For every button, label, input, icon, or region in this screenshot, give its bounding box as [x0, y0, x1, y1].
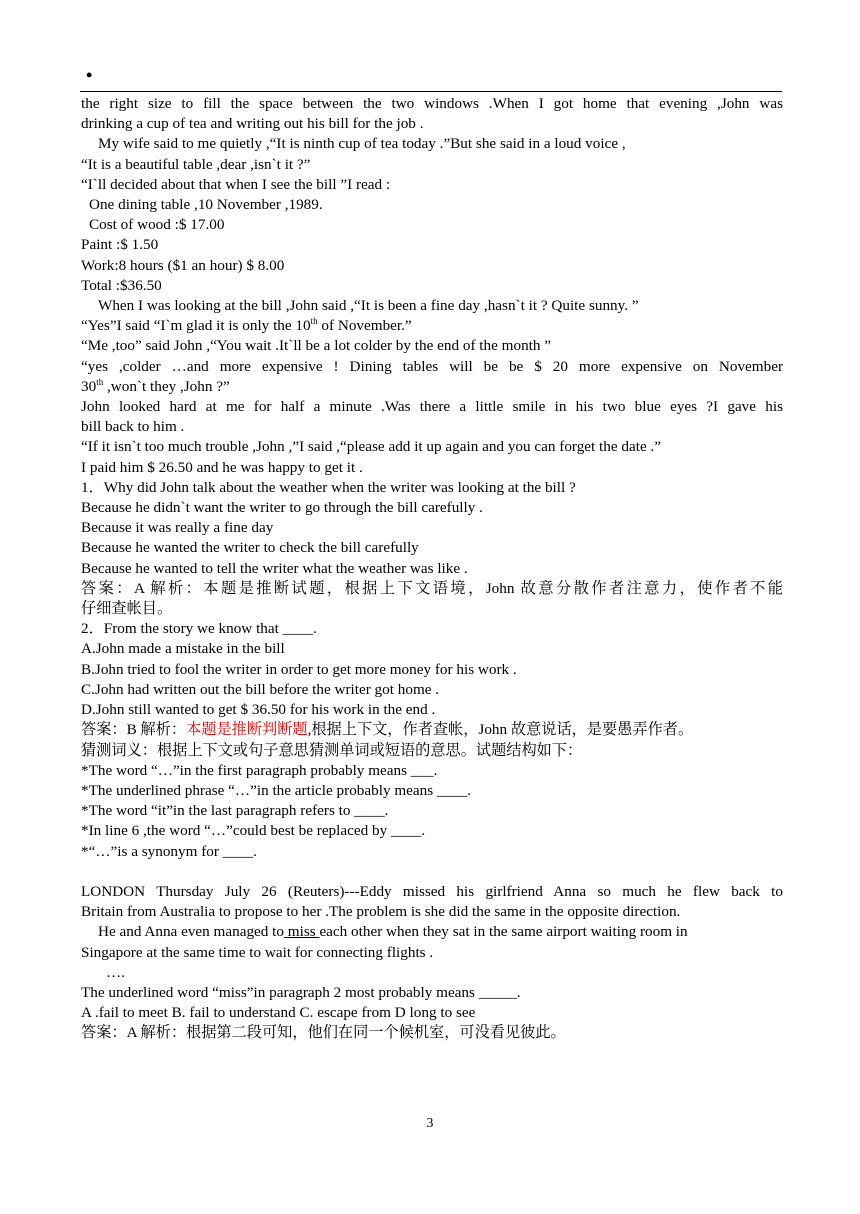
- question-2-answer-rest: ,根据上下文，作者查帐，John 故意说话，是要愚弄作者。: [307, 721, 694, 739]
- question-1-option: Because he wanted to tell the writer what the weather was like .: [81, 559, 468, 577]
- passage1-line-11: When I was looking at the bill ,John said ,“It is been a fine day ,hasn`t it ? Quite sunny. ”: [98, 297, 639, 315]
- passage1-line-15-a: 30: [81, 377, 97, 395]
- underlined-word-miss: miss: [283, 923, 320, 941]
- passage1-line-1: the right size to fill the space between the two windows .When I got home that evening ,John was: [81, 95, 783, 112]
- question-3-options: A .fail to meet B. fail to understand C. escape from D long to see: [81, 1004, 476, 1022]
- passage2-line-1: LONDON Thursday July 26 (Reuters)---Eddy missed his girlfriend Anna so much he flew back to: [81, 882, 783, 900]
- passage1-line-15: [81, 377, 783, 397]
- guess-item: *The word “it”in the last paragraph refers to ____.: [81, 802, 389, 820]
- guess-item: *The word “…”in the first paragraph probably means ___.: [81, 761, 438, 779]
- header-rule: [80, 91, 782, 92]
- passage1-line-3: My wife said to me quietly ,“It is ninth cup of tea today .”But she said in a loud voice ,: [98, 135, 626, 153]
- passage1-line-2: drinking a cup of tea and writing out his bill for the job .: [81, 115, 424, 133]
- passage1-line-15-sup: th: [96, 376, 104, 387]
- passage2-line-2: Britain from Australia to propose to her .The problem is she did the same in the opposite direction.: [81, 903, 681, 921]
- document-body: [81, 94, 783, 1044]
- passage1-line-18: “If it isn`t too much trouble ,John ,”I said ,“please add it up again and you can forget the date .”: [81, 438, 662, 456]
- passage2-line-3-b: each other when they sat in the same airport waiting room in: [319, 923, 688, 941]
- blank-line: [81, 862, 783, 882]
- question-1: 1．Why did John talk about the weather when the writer was looking at the bill ?: [81, 478, 576, 496]
- guess-item: *The underlined phrase “…”in the article probably means ____.: [81, 781, 472, 799]
- question-2-answer-label: 答案：B 解析：: [81, 721, 187, 739]
- bill-total: Total :$36.50: [81, 276, 162, 294]
- question-2-option: A.John made a mistake in the bill: [81, 640, 285, 658]
- passage1-line-12-sup: th: [310, 316, 318, 327]
- passage1-line-12: [81, 316, 783, 336]
- question-2-answer: [81, 720, 783, 740]
- question-2-answer-highlight: 本题是推断判断题: [186, 721, 308, 739]
- passage1-line-12-a: “Yes”I said “I`m glad it is only the 10: [81, 317, 311, 335]
- header-marker: •: [86, 65, 93, 85]
- passage1-line-4: “It is a beautiful table ,dear ,isn`t it ?”: [81, 155, 311, 173]
- question-3: The underlined word “miss”in paragraph 2 most probably means _____.: [81, 983, 521, 1001]
- passage2-line-4: Singapore at the same time to wait for connecting flights .: [81, 943, 434, 961]
- question-2-option: B.John tried to fool the writer in order to get more money for his work .: [81, 660, 517, 678]
- passage1-line-14: “yes ,colder …and more expensive ! Dining tables will be be $ 20 more expensive on November: [81, 357, 783, 375]
- passage1-line-12-b: of November.”: [317, 317, 412, 335]
- passage1-line-15-b: ,won`t they ,John ?”: [103, 377, 230, 395]
- bill-cost-of-wood: Cost of wood :$ 17.00: [89, 216, 225, 234]
- passage1-line-19: I paid him $ 26.50 and he was happy to get it .: [81, 458, 363, 476]
- guess-item: *“…”is a synonym for ____.: [81, 842, 257, 860]
- question-2-option: C.John had written out the bill before the writer got home .: [81, 680, 440, 698]
- question-1-option: Because he wanted the writer to check the bill carefully: [81, 539, 419, 557]
- guess-item: *In line 6 ,the word “…”could best be replaced by ____.: [81, 822, 426, 840]
- passage1-line-13: “Me ,too” said John ,“You wait .It`ll be a lot colder by the end of the month ”: [81, 337, 552, 355]
- page-number: 3: [426, 1115, 434, 1130]
- bill-dining-table: One dining table ,10 November ,1989.: [89, 196, 323, 214]
- question-3-answer: 答案：A 解析：根据第二段可知，他们在同一个候机室，可没看见彼此。: [81, 1024, 566, 1042]
- question-1-answer-cont: 仔细查帐目。: [81, 600, 173, 618]
- passage1-line-5: “I`ll decided about that when I see the bill ”I read :: [81, 175, 391, 193]
- bill-work: Work:8 hours ($1 an hour) $ 8.00: [81, 256, 285, 274]
- passage1-line-17: bill back to him .: [81, 418, 185, 436]
- question-1-option: Because he didn`t want the writer to go through the bill carefully .: [81, 499, 483, 517]
- question-1-option: Because it was really a fine day: [81, 519, 274, 537]
- passage1-line-16: John looked hard at me for half a minute .Was there a little smile in his two blue eyes ?I gave his: [81, 398, 783, 416]
- passage2-line-3: [81, 922, 783, 942]
- question-1-answer: 答案：A 解析：本题是推断试题，根据上下文语境，John 故意分散作者注意力，使作者不能: [81, 579, 783, 597]
- question-2: 2．From the story we know that ____.: [81, 620, 317, 638]
- passage2-ellipsis: ….: [106, 963, 125, 981]
- bill-paint: Paint :$ 1.50: [81, 236, 159, 254]
- passage2-line-3-a: He and Anna even managed to: [98, 923, 284, 941]
- question-2-option: D.John still wanted to get $ 36.50 for his work in the end .: [81, 701, 436, 719]
- guess-intro: 猜测词义：根据上下文或句子意思猜测单词或短语的意思。试题结构如下：: [81, 741, 583, 759]
